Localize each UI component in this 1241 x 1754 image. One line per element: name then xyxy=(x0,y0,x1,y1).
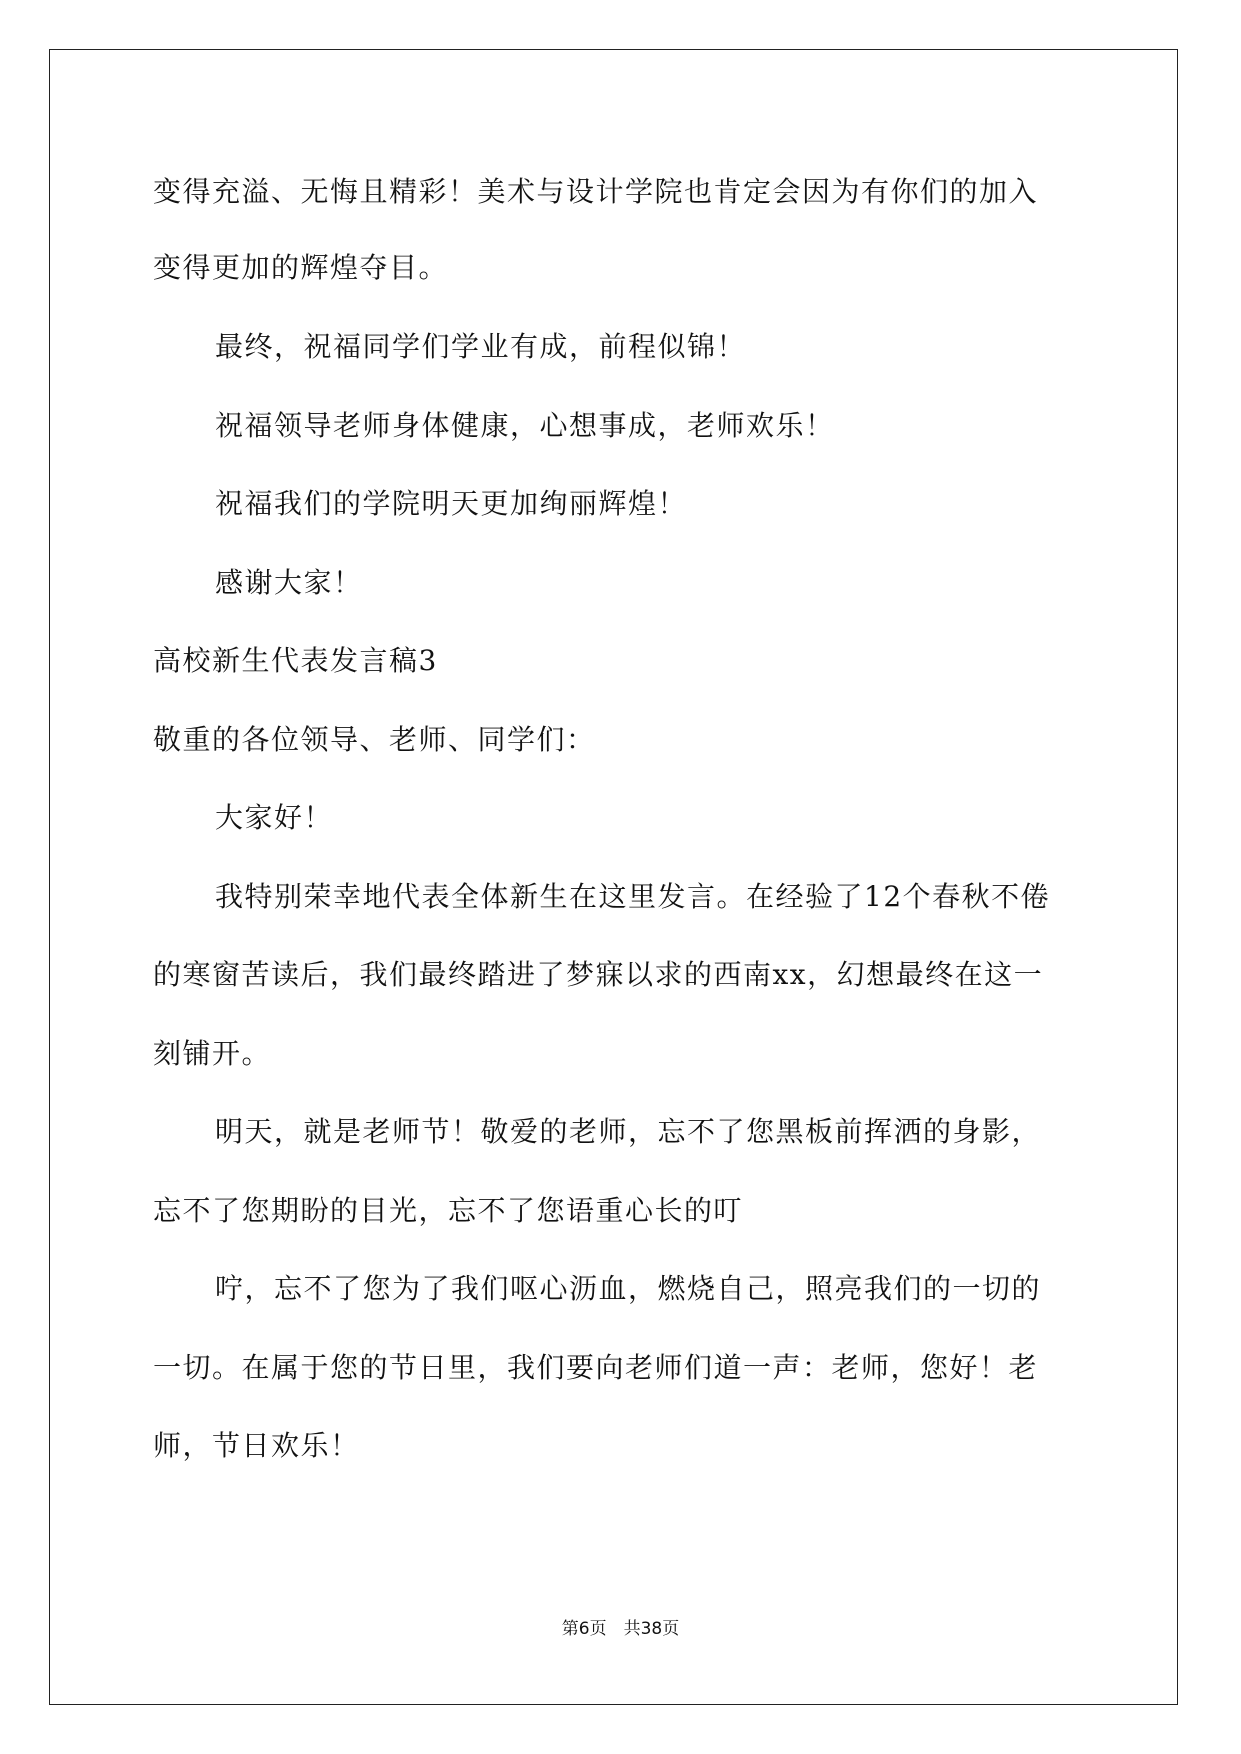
text-line: 咛，忘不了您为了我们呕心沥血，燃烧自己，照亮我们的一切的 xyxy=(215,1272,1042,1305)
text-line: 祝福领导老师身体健康，心想事成，老师欢乐！ xyxy=(215,409,835,442)
section-heading: 高校新生代表发言稿3 xyxy=(153,644,438,677)
text-line: 师，节日欢乐！ xyxy=(153,1429,360,1462)
text-line: 变得充溢、无悔且精彩！美术与设计学院也肯定会因为有你们的加入 xyxy=(153,175,1039,208)
text-line: 最终，祝福同学们学业有成，前程似锦！ xyxy=(215,330,747,363)
text-line: 一切。在属于您的节日里，我们要向老师们道一声：老师，您好！老 xyxy=(153,1351,1039,1384)
text-line: 忘不了您期盼的目光，忘不了您语重心长的叮 xyxy=(153,1194,744,1227)
text-line: 变得更加的辉煌夺目。 xyxy=(153,251,449,284)
text-line: 我特别荣幸地代表全体新生在这里发言。在经验了12个春秋不倦 xyxy=(215,880,1051,913)
text-line: 感谢大家！ xyxy=(215,566,363,599)
text-line: 明天，就是老师节！敬爱的老师，忘不了您黑板前挥洒的身影， xyxy=(215,1115,1042,1148)
text-line: 祝福我们的学院明天更加绚丽辉煌！ xyxy=(215,487,688,520)
greeting: 大家好！ xyxy=(215,801,334,834)
salutation: 敬重的各位领导、老师、同学们： xyxy=(153,723,596,756)
text-line: 的寒窗苦读后，我们最终踏进了梦寐以求的西南xx，幻想最终在这一 xyxy=(153,958,1044,991)
page-number: 第6页 共38页 xyxy=(561,1619,680,1639)
text-line: 刻铺开。 xyxy=(153,1037,272,1070)
